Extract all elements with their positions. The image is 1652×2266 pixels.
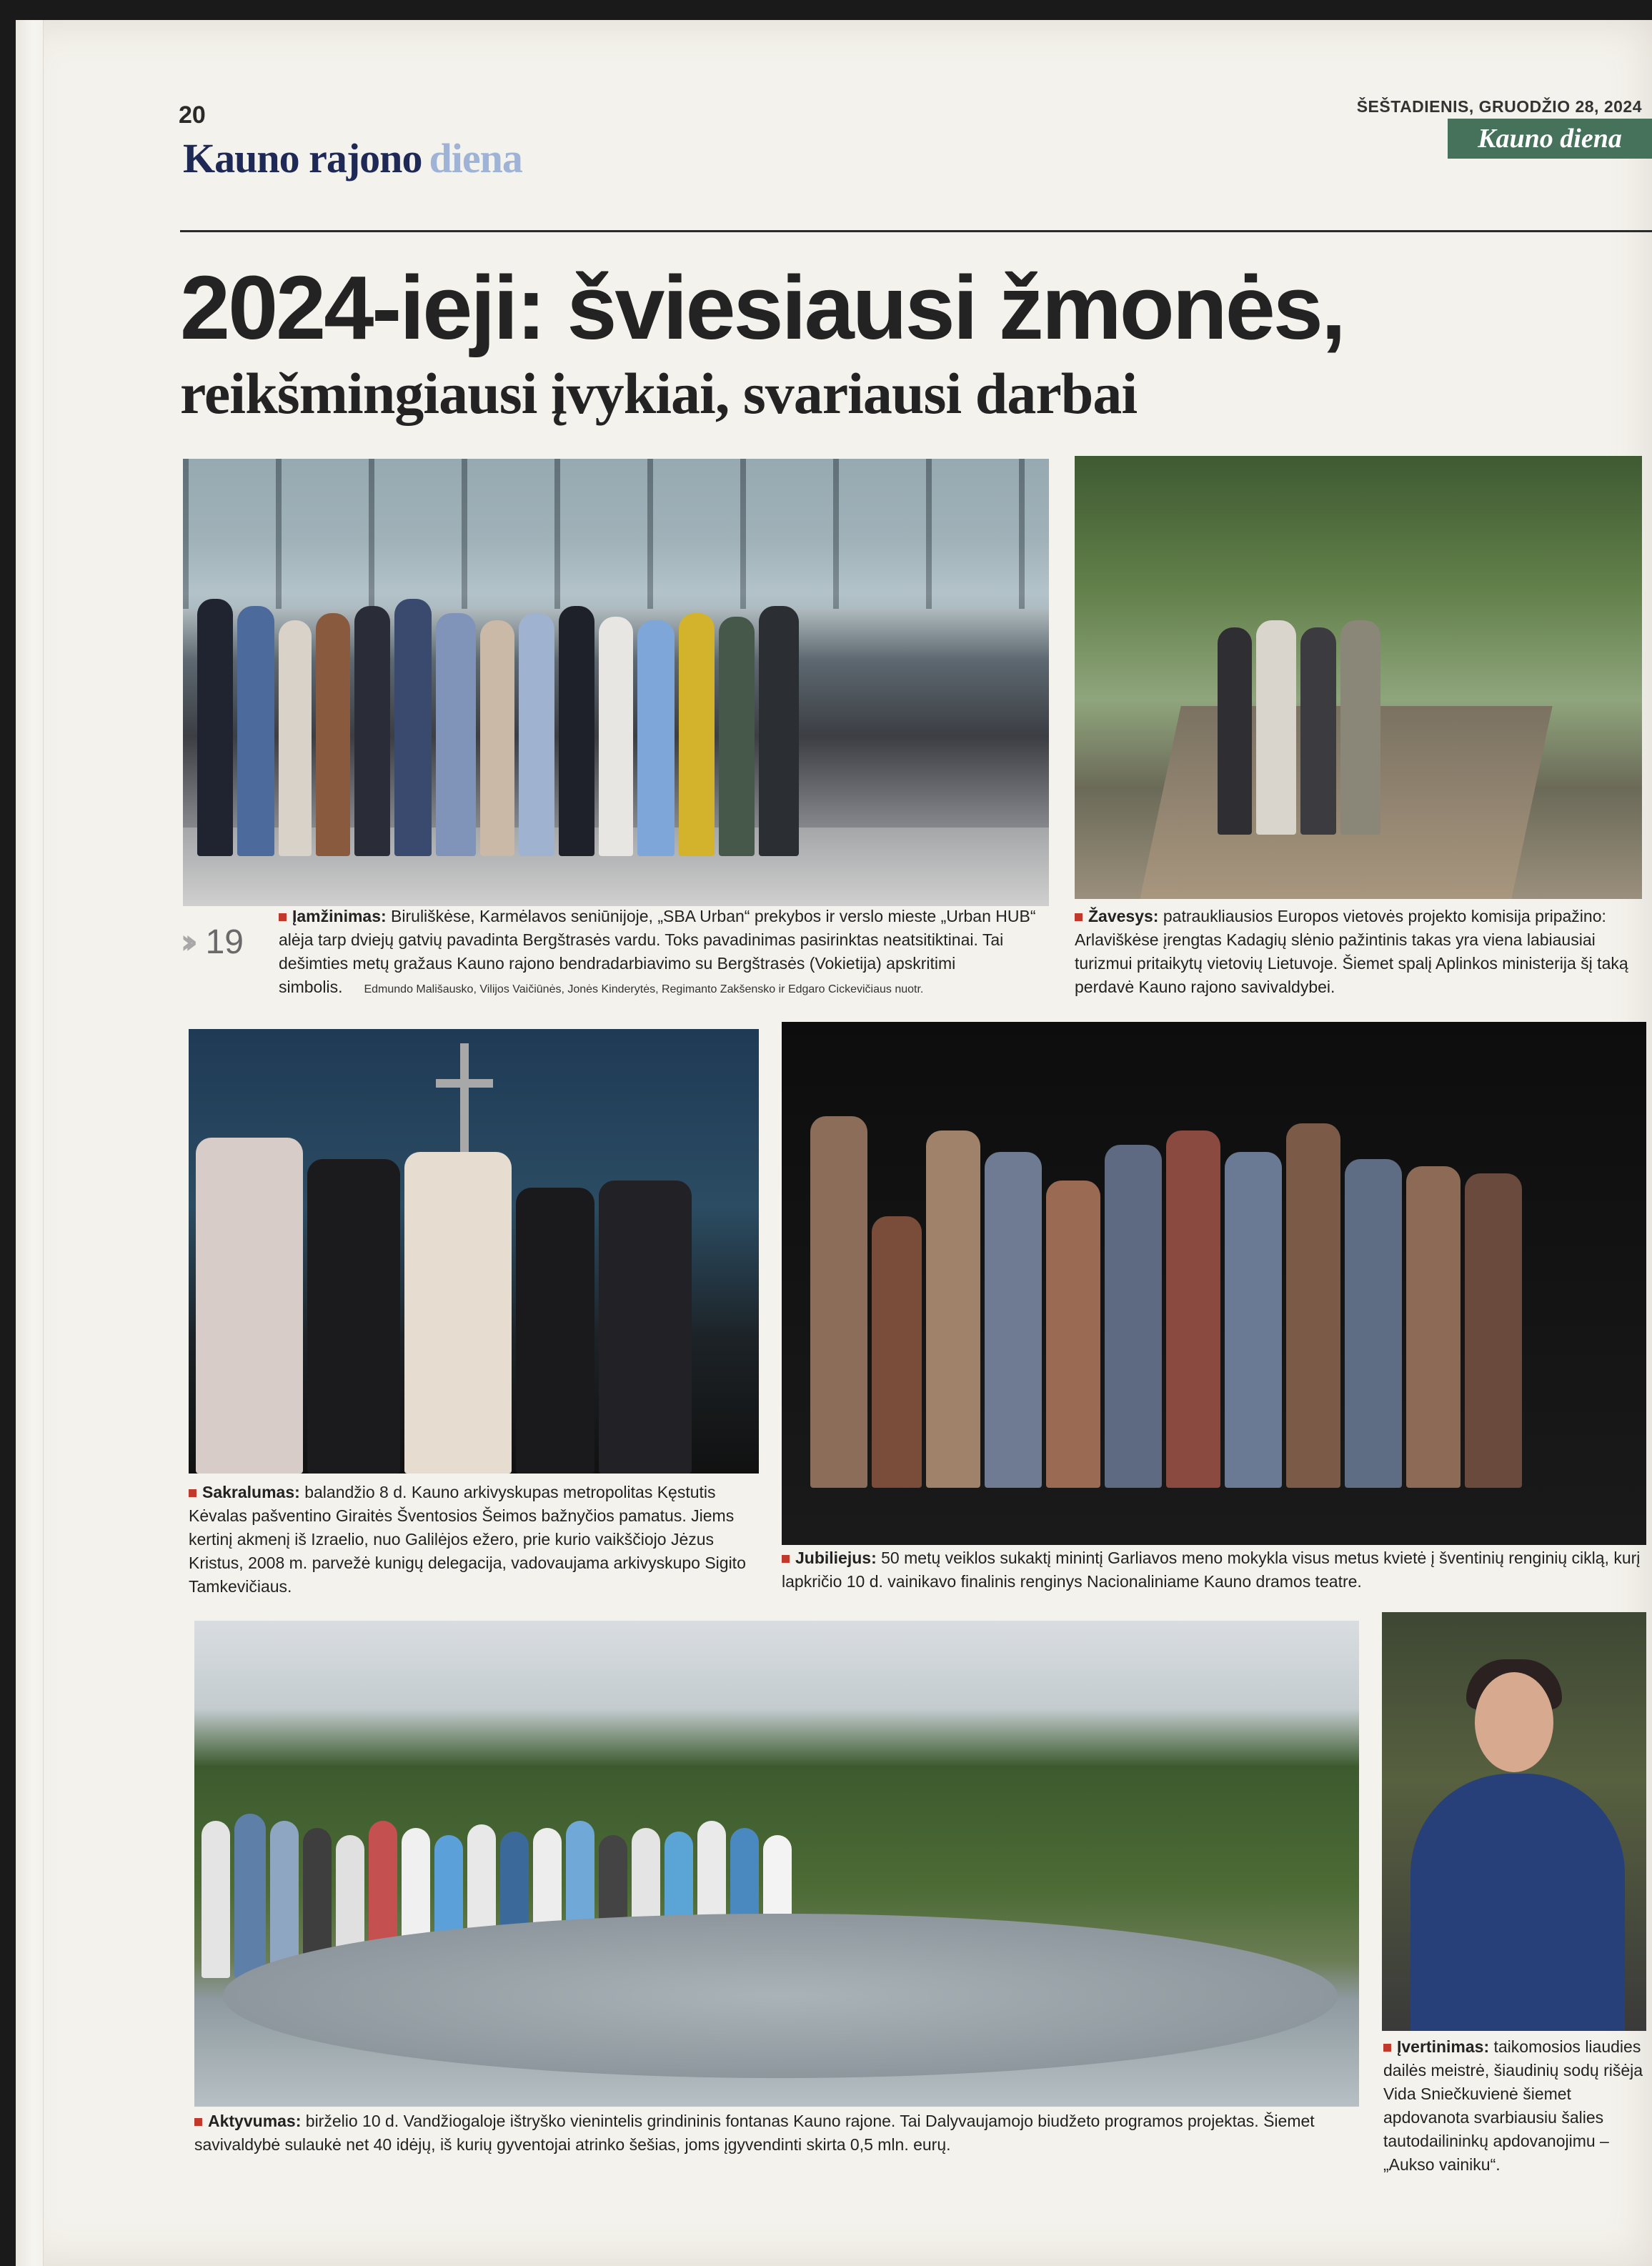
photo-art-school-performance — [782, 1022, 1646, 1545]
bullet-square-icon — [1383, 2044, 1391, 2052]
caption-text: patraukliausios Europos vietovės projekto komisija pripažino: Arlaviškėse įrengtas Kadagių slėnio pažintinis takas yra viena labiausiai turizmui pritaikytų vietovių Lietuvoje. Šiemet spalį Aplinkos ministerija šį taką perdavė Kauno rajono savivaldybei. — [1075, 907, 1628, 996]
page-fold-edge — [16, 20, 44, 2266]
fountain-pool — [223, 1914, 1338, 2078]
caption-text: birželio 10 d. Vandžiogaloje ištryško vienintelis grindininis fontanas Kauno rajone. Tai Dalyvaujamojo biudžeto programos projektas. Šiemet savivaldybė sulaukė net 40 idėjų, iš kurių gyventojai atrinko šešias, joms įgyvendinti skirta 0,5 mln. eurų. — [194, 2112, 1315, 2154]
caption-lead: Aktyvumas: — [208, 2112, 302, 2130]
processional-crossbar — [436, 1079, 493, 1088]
caption-church — [189, 1481, 760, 1599]
page-number: 20 — [179, 101, 206, 129]
caption-text: Biruliškėse, Karmėlavos seniūnijoje, „SBA Urban“ prekybos ir verslo mieste „Urban HUB“ alėja tarp dviejų gatvių pavadinta Bergštrasės vardu. Toks pavadinimas pasirinktas neatsitiktinai. Tai dešimties metų gražaus Kauno rajono bendradarbiavimo su Bergštrasės (Vokietija) apskritimi simbolis. — [279, 907, 1036, 996]
caption-lead: Įvertinimas: — [1397, 2037, 1490, 2056]
reference-page-number: 19 — [205, 923, 244, 961]
walkers — [1218, 620, 1385, 835]
caption-lead: Jubiliejus: — [795, 1549, 877, 1567]
brand-badge: Kauno diena — [1448, 119, 1652, 159]
bullet-square-icon — [194, 2118, 202, 2126]
caption-award — [1383, 2035, 1645, 2177]
bullet-square-icon — [189, 1489, 196, 1497]
caption-text: taikomosios liaudies dailės meistrė, šiaudinių sodų rišėja Vida Sniečkuvienė šiemet apdovanota svarbiausiu šalies tautodailininkų apdovanojimu – „Aukso vainiku“. — [1383, 2037, 1643, 2174]
section-masthead — [183, 134, 522, 182]
caption-fountain — [194, 2110, 1359, 2157]
bullet-square-icon — [279, 913, 287, 921]
clergy-group — [196, 1138, 696, 1474]
building-glass-facade — [183, 459, 1049, 609]
photo-floor-fountain — [194, 1621, 1359, 2107]
headline-line1: 2024-ieji: šviesiausi žmonės, — [180, 257, 1344, 358]
caption-urban-hub — [279, 905, 1054, 1001]
caption-anniversary — [782, 1546, 1646, 1594]
bullet-square-icon — [1075, 913, 1083, 921]
headline-line2: reikšmingiausi įvykiai, svariausi darbai — [180, 361, 1138, 426]
reference-marker — [180, 922, 244, 962]
group-of-people — [197, 599, 803, 856]
photo-credit: Edmundo Mališausko, Vilijos Vaičiūnės, Jonės Kinderytės, Regimanto Zakšensko ir Edgaro Cickevičiaus nuotr. — [364, 983, 924, 995]
blue-dress — [1410, 1774, 1625, 2031]
caption-lead: Sakralumas: — [202, 1483, 300, 1501]
photo-group-urban-hub — [183, 459, 1049, 906]
issue-date: ŠEŠTADIENIS, GRUODŽIO 28, 2024 — [1356, 97, 1642, 116]
caption-trail — [1075, 905, 1643, 999]
masthead-part2: diena — [429, 135, 522, 182]
photo-folk-artist-portrait — [1382, 1612, 1646, 2031]
caption-text: balandžio 8 d. Kauno arkivyskupas metropolitas Kęstutis Kėvalas pašventino Giraitės Šventosios Šeimos bažnyčios pamatus. Jiems kertinį akmenį iš Izraelio, nuo Galilėjos ežero, prie kurio vaikščiojo Jėzus Kristus, 2008 m. parvežė kunigų delegacija, vadovaujama arkivyskupo Sigito Tamkevičiaus. — [189, 1483, 746, 1596]
face — [1475, 1672, 1553, 1772]
caption-lead: Įamžinimas: — [292, 907, 387, 925]
photo-church-foundation-blessing — [189, 1029, 759, 1474]
double-chevron-icon: ›› — [180, 922, 189, 962]
performers — [810, 1116, 1526, 1488]
bullet-square-icon — [782, 1555, 790, 1563]
photo-juniper-valley-trail — [1075, 456, 1642, 899]
masthead-part1: Kauno rajono — [183, 135, 422, 182]
caption-text: 50 metų veiklos sukaktį minintį Garliavos meno mokykla visus metus kvietė į šventinių renginių ciklą, kurį lapkričio 10 d. vainikavo finalinis renginys Nacionaliniame Kauno dramos teatre. — [782, 1549, 1641, 1591]
caption-lead: Žavesys: — [1088, 907, 1159, 925]
header-rule — [180, 230, 1652, 232]
